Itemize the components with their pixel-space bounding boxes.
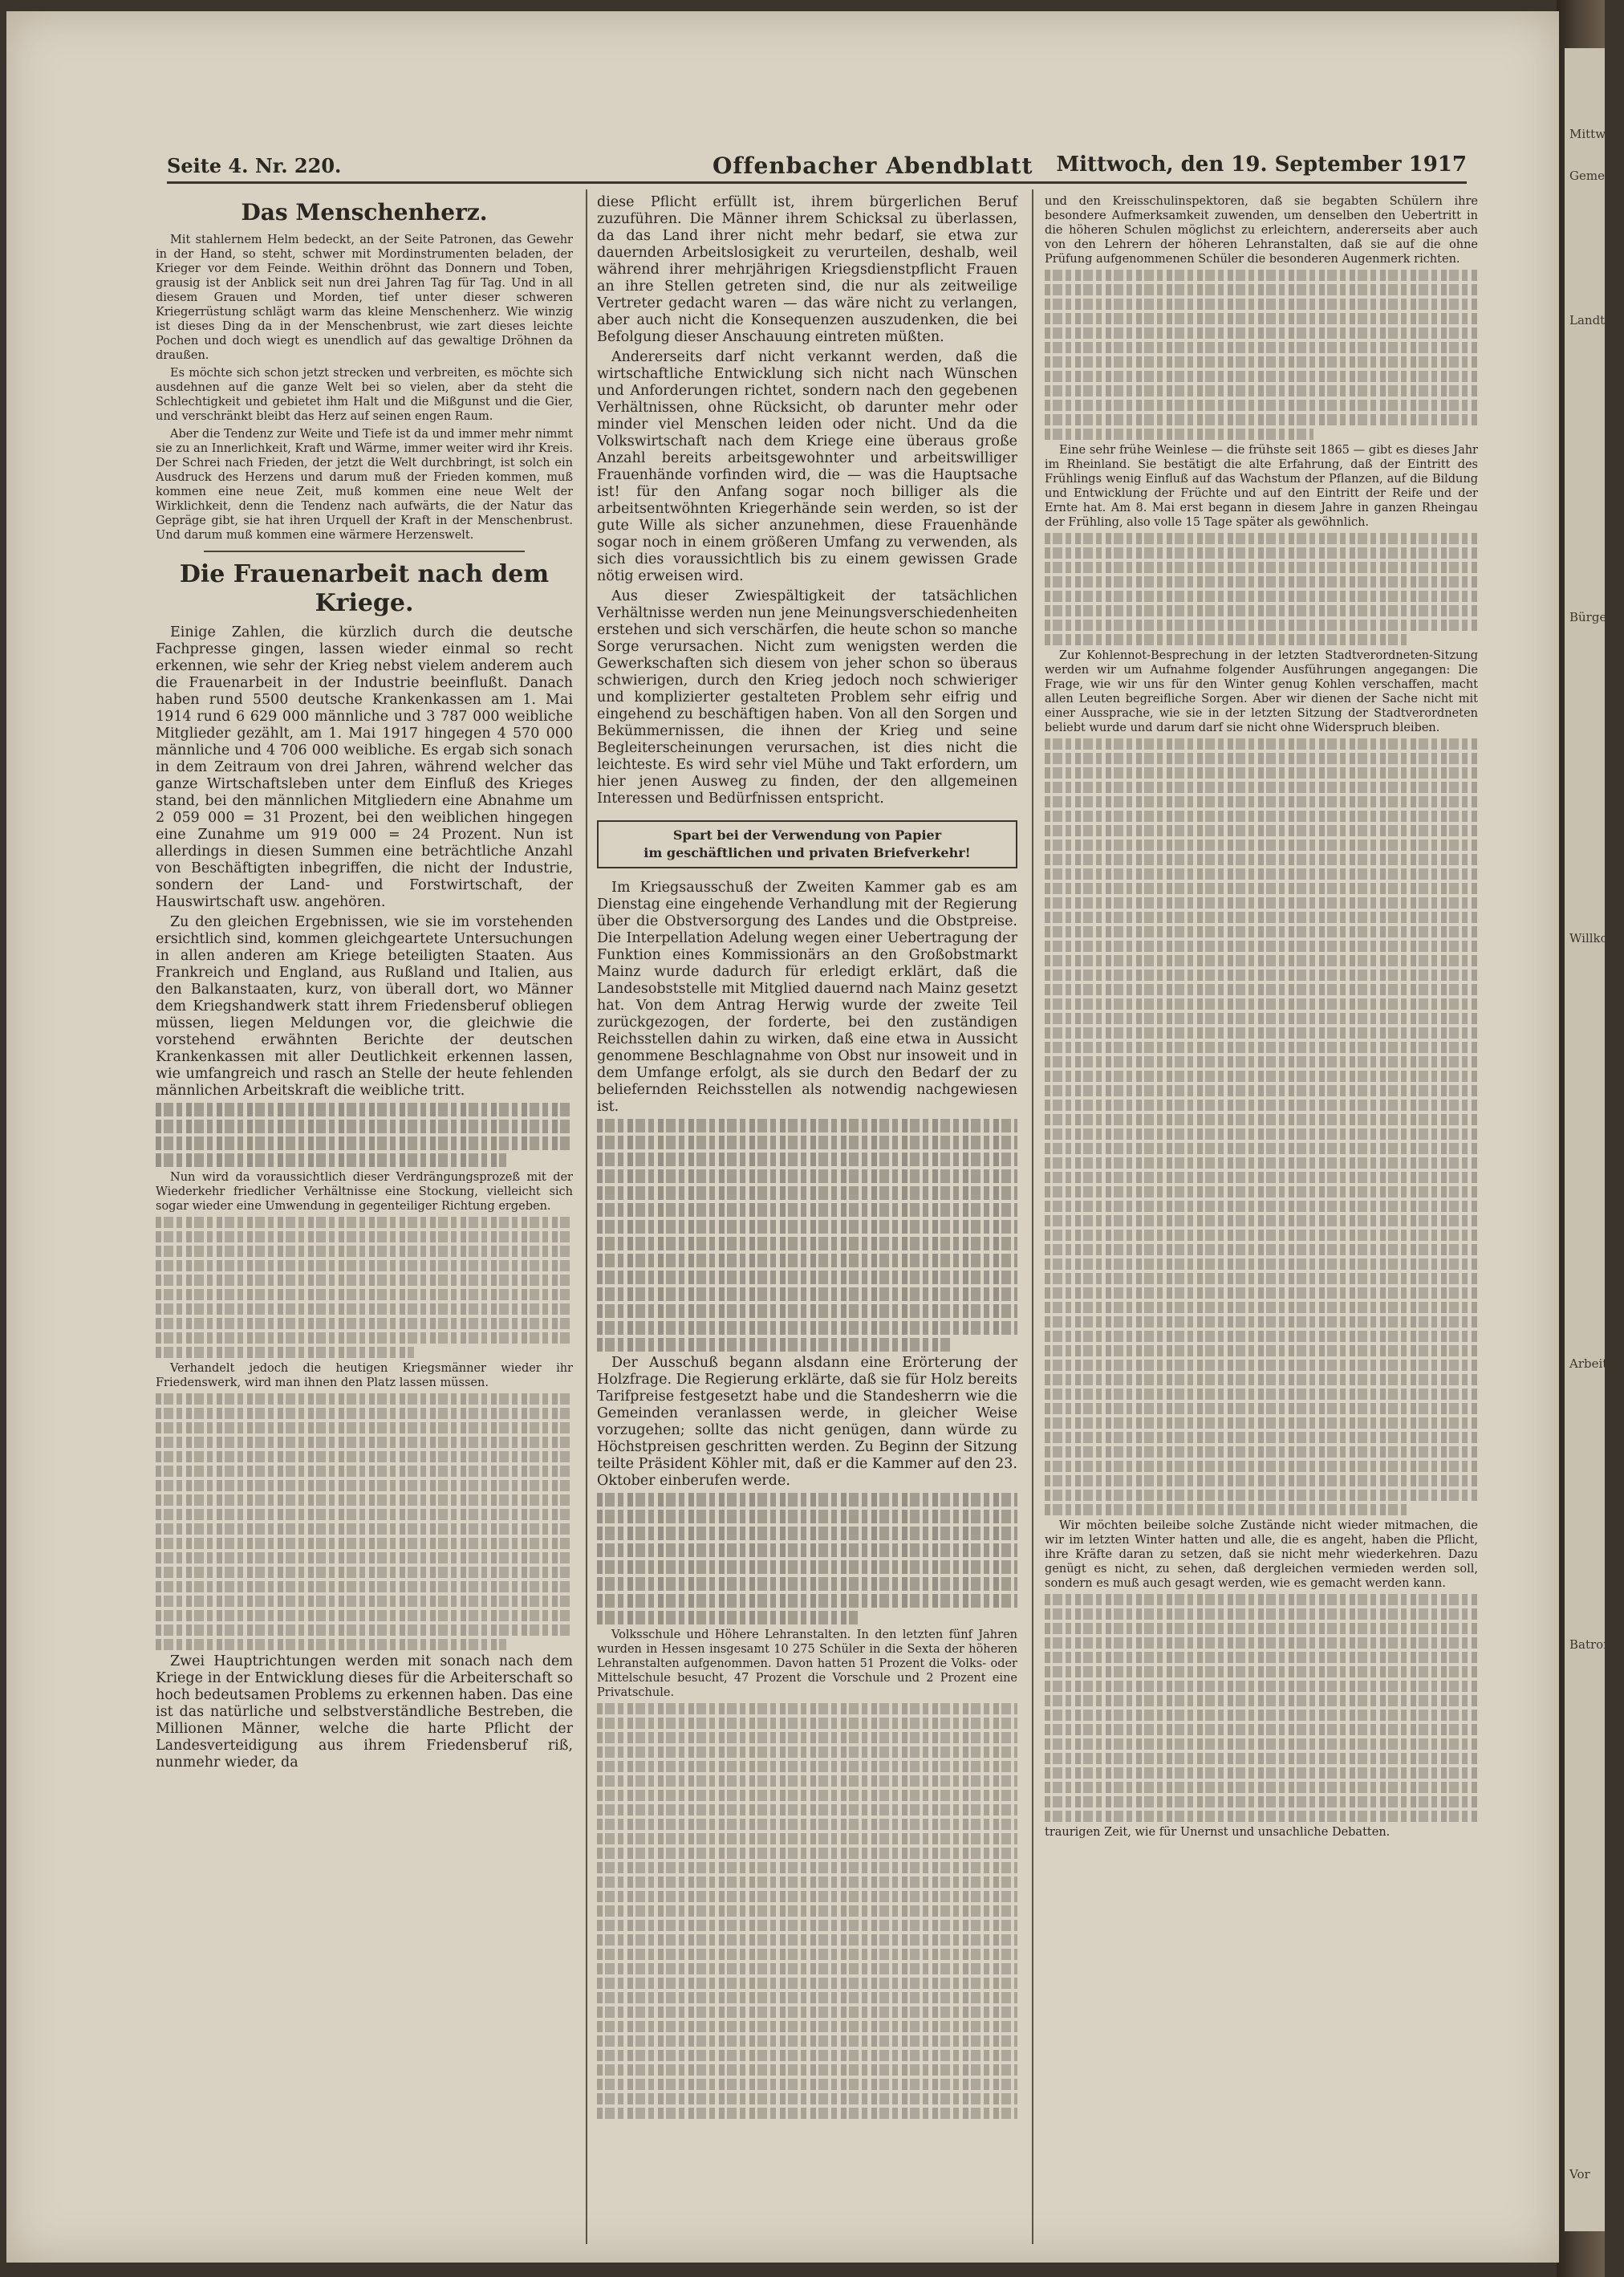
illegible-text-line	[1045, 840, 1478, 851]
newspaper-title: Offenbacher Abendblatt	[713, 152, 1033, 179]
notice-box	[597, 820, 1017, 868]
illegible-text-line	[1045, 547, 1478, 559]
illegible-text-line	[1045, 1490, 1478, 1501]
illegible-text-line	[156, 1393, 573, 1405]
illegible-text-line	[1045, 1027, 1478, 1039]
adjacent-page-edge	[1565, 48, 1624, 2231]
illegible-text-line	[156, 1596, 573, 1607]
illegible-text-line	[597, 1594, 1017, 1608]
article-paragraph: Im Kriegsausschuß der Zweiten Kammer gab es am Dienstag eine eingehende Verhandlung mit der Regierung über die Obstversorgung des Landes und die Obstpreise. Die Interpellation Adelung wegen einer Uebertragung der Funktion eines Kommissionärs an den Großobstmarkt Mainz wurde dadurch für erledigt erklärt, daß die Landesobststelle mit Mitglied dauernd nach Mainz gesetzt hat. Von dem Antrag Herwig wurde der zweite Teil zurückgezogen, der forderte, bei den zuständigen Reichsstellen dahin zu wirken, daß eine etwa in Aussicht genommene Beschlagnahme von Obst nur insoweit und in dem Umfange erfolgt, als sie durch den Bedarf der zu beliefernden Reichsstellen als notwendig nachgewiesen ist.	[597, 880, 1017, 1115]
illegible-text-line	[597, 1287, 1017, 1301]
illegible-text-line	[597, 1963, 1017, 1974]
illegible-text-line	[597, 2050, 1017, 2061]
illegible-text-line	[1045, 371, 1478, 382]
illegible-text-line	[1045, 634, 1409, 645]
article-paragraph: Wir möchten beileibe solche Zustände nicht wieder mitmachen, die wir im letzten Winter hatten und alle, die es angeht, haben die Pflicht, ihre Kräfte daran zu setzen, daß sie nicht mehr wiederkehren. Dazu genügt es nicht, zu sehen, daß dergleichen vermieden werden soll, sondern es muß auch gesagt werden, wie es gemacht werden kann.	[1045, 1519, 1478, 1590]
article-paragraph: Nun wird da voraussichtlich dieser Verdrängungsprozeß mit der Wiederkehr friedlicher Verhältnisse eine Stockung, vielleicht sich sogar wieder eine Umwendung in gegenteiliger Richtung ergeben.	[156, 1171, 573, 1213]
illegible-text-line	[1045, 1244, 1478, 1255]
illegible-text-line	[156, 1120, 573, 1133]
illegible-text-line	[1045, 1504, 1409, 1515]
illegible-text-line	[1045, 1273, 1478, 1284]
page-number: Seite 4. Nr. 220.	[167, 154, 342, 177]
illegible-text-line	[1045, 1666, 1478, 1677]
article-paragraph: diese Pflicht erfüllt ist, ihrem bürgerlichen Beruf zuzuführen. Die Männer ihrem Schicksal zu überlassen, da das Land ihrer nicht mehr bedarf, sie etwa zur dauernden Arbeitslosigkeit zu verurteilen, deshalb, weil während ihrer mehrjährigen Kriegsdienstpflicht Frauen an ihre Stellen getreten sind, die nur als zeitweilige Vertreter gedacht waren — das wäre nicht zu verlangen, aber auch nicht die Konsequenzen auszudenken, die bei Befolgung dieser Anschauung eintreten müßten.	[597, 194, 1017, 345]
illegible-text-line	[156, 1332, 573, 1344]
illegible-text-line	[597, 2108, 1017, 2119]
illegible-text-line	[597, 2064, 1017, 2076]
column-right	[1045, 194, 1478, 2233]
illegible-text-line	[1045, 1446, 1478, 1458]
illegible-text-line	[1045, 1042, 1478, 1053]
illegible-text-line	[597, 1237, 1017, 1250]
illegible-text-line	[1045, 1753, 1478, 1764]
article-paragraph: Verhandelt jedoch die heutigen Kriegsmänner wieder ihr Friedenswerk, wird man ihnen den Platz lassen müssen.	[156, 1362, 573, 1389]
illegible-text-line	[597, 1254, 1017, 1267]
illegible-text-line	[1045, 897, 1478, 909]
edge-text: Landtag	[1569, 313, 1620, 327]
illegible-text-line	[597, 1746, 1017, 1758]
illegible-text-line	[1045, 811, 1478, 822]
illegible-text-line	[1045, 1345, 1478, 1356]
illegible-text-line	[597, 1949, 1017, 1960]
illegible-text-line	[156, 1103, 573, 1116]
section-divider	[204, 551, 525, 552]
illegible-text-line	[1045, 1013, 1478, 1024]
edge-text: Batron	[1569, 1637, 1611, 1652]
illegible-text-line	[597, 1992, 1017, 2003]
illegible-text-line	[597, 1321, 1017, 1335]
illegible-text-line	[597, 1169, 1017, 1183]
illegible-text-line	[1045, 1594, 1478, 1605]
illegible-text-line	[156, 1217, 573, 1228]
illegible-text-line	[156, 1509, 573, 1520]
issue-date: Mittwoch, den 19. September 1917	[1056, 152, 1467, 177]
illegible-text-line	[597, 1220, 1017, 1234]
illegible-text-line	[1045, 883, 1478, 894]
illegible-text-line	[597, 1876, 1017, 1888]
illegible-text-line	[597, 1703, 1017, 1714]
illegible-text-line	[597, 2035, 1017, 2047]
illegible-text-line	[597, 1761, 1017, 1772]
edge-text: Bürger	[1569, 610, 1613, 624]
illegible-text-line	[597, 1819, 1017, 1830]
illegible-text-line	[1045, 1417, 1478, 1429]
illegible-text-line	[1045, 576, 1478, 588]
illegible-text-line	[1045, 385, 1478, 396]
illegible-text-line	[597, 1920, 1017, 1931]
illegible-text-line	[1045, 1710, 1478, 1721]
illegible-text-line	[1045, 1389, 1478, 1400]
illegible-text-line	[1045, 1302, 1478, 1313]
illegible-text-line	[1045, 1215, 1478, 1226]
illegible-text-line	[1045, 782, 1478, 793]
illegible-text-line	[1045, 1331, 1478, 1342]
illegible-text-line	[1045, 1374, 1478, 1385]
illegible-text-line	[597, 1833, 1017, 1844]
illegible-text-line	[1045, 1143, 1478, 1154]
article-paragraph: Einige Zahlen, die kürzlich durch die deutsche Fachpresse gingen, lassen wieder einmal so recht erkennen, wie sehr der Krieg nebst vielem anderem auch die Frauenarbeit in der Industrie beeinflußt. Danach haben rund 5500 deutsche Krankenkassen am 1. Mai 1914 rund 6 629 000 männliche und 3 787 000 weibliche Mitglieder gezählt, am 1. Mai 1917 hingegen 4 570 000 männliche und 4 706 000 weibliche. Es ergab sich sonach in dem Zeitraum von drei Jahren, während welcher das ganze Wirtschaftsleben unter dem Einfluß des Krieges stand, bei den männlichen Mitgliedern eine Abnahme um 2 059 000 = 31 Prozent, bei den weiblichen hingegen eine Zunahme um 919 000 = 24 Prozent. Nun ist allerdings in diesen Summen eine beträchtliche Anzahl von Beschäftigten inbegriffen, die nicht der Industrie, sondern der Land- und Forstwirtschaft, der Hauswirtschaft usw. angehören.	[156, 624, 573, 910]
illegible-text-line	[1045, 1316, 1478, 1328]
illegible-text-line	[156, 1480, 573, 1491]
illegible-text-line	[1045, 342, 1478, 353]
illegible-text-line	[1045, 825, 1478, 836]
illegible-text-line	[1045, 429, 1313, 440]
illegible-text-line	[156, 1136, 573, 1150]
illegible-text-line	[156, 1422, 573, 1433]
illegible-text-line	[1045, 356, 1478, 368]
illegible-text-line	[1045, 1172, 1478, 1183]
illegible-text-line	[1045, 868, 1478, 880]
illegible-text-line	[1045, 1056, 1478, 1067]
illegible-text-line	[597, 1543, 1017, 1557]
illegible-text-line	[597, 1493, 1017, 1506]
illegible-text-line	[1045, 591, 1478, 602]
illegible-text-line	[1045, 767, 1478, 779]
illegible-text-line	[156, 1303, 573, 1315]
illegible-text-line	[1045, 605, 1478, 616]
article-closing: traurigen Zeit, wie für Unernst und unsachliche Debatten.	[1045, 1826, 1391, 1839]
illegible-text-line	[597, 1136, 1017, 1149]
illegible-text-line	[1045, 270, 1478, 281]
illegible-text-line	[156, 1624, 573, 1636]
column-left	[156, 194, 573, 2233]
illegible-text-line	[1045, 941, 1478, 952]
illegible-text-line	[156, 1347, 414, 1358]
article-paragraph: Es möchte sich schon jetzt strecken und verbreiten, es möchte sich ausdehnen auf die ganze Welt bei so vielen, aber da steht die Schlechtigkeit und gebietet ihm Halt und die Mißgunst und die Gier, und verschränkt bleibt das Herz auf seinen engen Raum.	[156, 367, 573, 423]
illegible-text-line	[1045, 1724, 1478, 1735]
illegible-text-line	[597, 1891, 1017, 1902]
illegible-text-line	[1045, 1201, 1478, 1212]
illegible-text-line	[597, 1527, 1017, 1540]
illegible-text-line	[597, 2021, 1017, 2032]
illegible-text-line	[1045, 1623, 1478, 1634]
illegible-text-line	[1045, 1652, 1478, 1663]
illegible-text-line	[1045, 1475, 1478, 1486]
illegible-text-line	[1045, 1782, 1478, 1793]
illegible-text-line	[1045, 1608, 1478, 1620]
illegible-text-line	[1045, 562, 1478, 573]
edge-text: Mittw	[1569, 127, 1606, 141]
article-headline: Die Frauenarbeit nach dem Kriege.	[179, 560, 550, 617]
edge-text: Arbeiter	[1569, 1356, 1621, 1371]
illegible-text-line	[156, 1408, 573, 1419]
illegible-text-line	[1045, 753, 1478, 764]
illegible-text-line	[1045, 284, 1478, 295]
article-paragraph: Zu den gleichen Ergebnissen, wie sie im vorstehenden ersichtlich sind, kommen gleichgeartete Untersuchungen in allen anderen am Kriege beteiligten Staaten. Aus Frankreich und England, aus Rußland und Italien, aus den Balkanstaaten, kurz, von überall dort, wo Männer dem Kriegshandwerk statt ihrem Friedensberuf obliegen müssen, liegen Meldungen vor, die gleichwie die vorstehend erwähnten Berichte der deutschen Krankenkassen mit aller Deutlichkeit erkennen lassen, wie umfangreich und rasch an Stelle der heute fehlenden männlichen Arbeitskraft die weibliche tritt.	[156, 914, 573, 1099]
illegible-text-line	[597, 1611, 858, 1624]
article-paragraph: Der Ausschuß begann alsdann eine Erörterung der Holzfrage. Die Regierung erklärte, daß sie für Holz bereits Tarifpreise festgesetzt habe und die Standesherrn wie die Gemeinden veranlassen werde, in gleicher Weise vorzugehen; sollte das nicht genügen, dann würde zu Höchstpreisen geschritten werden. Zu Beginn der Sitzung teilte Präsident Köhler mit, daß er die Kammer auf den 23. Oktober einberufen werde.	[597, 1355, 1017, 1489]
illegible-text-line	[1045, 1432, 1478, 1443]
page-header	[167, 149, 1467, 184]
edge-text: Willkom	[1569, 931, 1619, 945]
illegible-text-line	[597, 1934, 1017, 1946]
illegible-text-line	[597, 1577, 1017, 1591]
illegible-text-line	[597, 1186, 1017, 1200]
illegible-text-line	[156, 1289, 573, 1300]
illegible-text-line	[597, 1862, 1017, 1873]
illegible-text-line	[1045, 1767, 1478, 1779]
illegible-text-line	[1045, 1186, 1478, 1197]
illegible-text-line	[156, 1581, 573, 1592]
illegible-text-line	[156, 1451, 573, 1462]
illegible-text-line	[1045, 1695, 1478, 1706]
illegible-text-line	[1045, 1811, 1478, 1822]
illegible-text-line	[1045, 1128, 1478, 1140]
article-paragraph: Aus dieser Zwiespältigkeit der tatsächlichen Verhältnisse werden nun jene Meinungsverschiedenheiten erstehen und sich verschärfen, die heute schon so manche Sorge verursachen. Nicht zum wenigsten werden die Gewerkschaften sich diesem von jeher schon so überaus schwierigen, durch den Krieg jedoch noch schwieriger und komplizierter gestalteten Problem sehr eifrig und eingehend zu beschäftigen haben. Von all den Sorgen und Bekümmernissen, die ihnen der Krieg und seine Begleiterscheinungen verursachen, ist dies nicht die leichteste. Es wird sehr viel Mühe und Takt erfordern, um hier jenen Ausweg zu finden, der den allgemeinen Interessen und Bedürfnissen entspricht.	[597, 588, 1017, 807]
illegible-text-line	[1045, 1738, 1478, 1750]
illegible-text-line	[597, 1119, 1017, 1132]
illegible-text-line	[156, 1466, 573, 1477]
article-paragraph: Eine sehr frühe Weinlese — die frühste seit 1865 — gibt es dieses Jahr im Rheinland. Sie bestätigt die alte Erfahrung, daß der Eintritt des Frühlings wenig Einfluß auf das Wachstum der Pflanzen, auf die Bildung und Entwicklung der Früchte und auf den Eintritt der Reife und der Ernte hat. Am 8. Mai erst begann in diesem Jahre in ganzen Rheingau der Frühling, also volle 15 Tage später als gewöhnlich.	[1045, 444, 1478, 529]
illegible-text-line	[1045, 1637, 1478, 1649]
article-headline: Das Menschenherz.	[241, 199, 488, 226]
illegible-text-line	[156, 1318, 573, 1329]
notice-line: im geschäftlichen und privaten Briefverkehr!	[644, 845, 971, 860]
illegible-text-line	[1045, 1403, 1478, 1414]
article-paragraph: Mit stahlernem Helm bedeckt, an der Seite Patronen, das Gewehr in der Hand, so steht, schwer mit Mordinstrumenten beladen, der Krieger vor dem Feinde. Weithin dröhnt das Donnern und Toben, grausig ist der Anblick seit nun drei Jahren Tag für Tag. Und in all diesem Grauen und Morden, tief unter dieser schweren Kriegerrüstung schlägt warm das kleine Menschenherz. Wie winzig ist dieses Ding da in der Menschenbrust, wie zart dieses leichte Pochen und doch wiegt es unendlich auf das gewaltige Dröhnen da draußen.	[156, 234, 573, 362]
article-paragraph: Volksschule und Höhere Lehranstalten. In den letzten fünf Jahren wurden in Hessen insgesamt 10 275 Schüler in die Sexta der höheren Lehranstalten aufgenommen. Davon hatten 51 Prozent die Volks- oder Mittelschule besucht, 47 Prozent die Vorschule und 2 Prozent eine Privatschule.	[597, 1628, 1017, 1699]
column-rule	[586, 189, 587, 2244]
illegible-text-line	[1045, 1114, 1478, 1125]
illegible-text-line	[156, 1523, 573, 1535]
illegible-text-line	[597, 1804, 1017, 1816]
illegible-text-line	[1045, 400, 1478, 411]
illegible-text-line	[156, 1538, 573, 1549]
illegible-text-line	[1045, 1796, 1478, 1807]
illegible-text-line	[597, 1905, 1017, 1917]
illegible-text-line	[1045, 533, 1478, 544]
illegible-text-line	[597, 1153, 1017, 1166]
newspaper-page	[6, 11, 1559, 2263]
illegible-text-line	[1045, 620, 1478, 631]
illegible-text-line	[1045, 299, 1478, 310]
illegible-text-line	[597, 2079, 1017, 2090]
illegible-text-line	[597, 1510, 1017, 1523]
illegible-text-line	[1045, 1287, 1478, 1299]
article-paragraph: und den Kreisschulinspektoren, daß sie begabten Schülern ihre besondere Aufmerksamkeit zuwenden, um denselben den Uebertritt in die höheren Schulen möglichst zu erleichtern, andererseits aber auch von den Lehrern der höheren Lehranstalten, daß sie auf die ohne Prüfung aufgenommenen Schüler die besonderen Augenmerk richten.	[1045, 195, 1478, 266]
illegible-text-line	[156, 1275, 573, 1286]
illegible-text-line	[1045, 1681, 1478, 1692]
illegible-text-line	[597, 2007, 1017, 2018]
illegible-text-line	[1045, 998, 1478, 1010]
illegible-text-line	[597, 1560, 1017, 1574]
article-paragraph: Andererseits darf nicht verkannt werden, daß die wirtschaftliche Entwicklung sich nicht nach Wünschen und Anforderungen richtet, sondern nach den gegebenen Verhältnissen, ohne Rücksicht, ob darunter mehr oder minder viel Menschen leiden oder nicht. Und da die Volkswirtschaft nach dem Kriege eine überaus große Anzahl bereits arbeitsgewohnter und arbeitswilliger Frauenhände vorfinden wird, die — was die Hauptsache ist! für den Anfang sogar noch billiger als die arbeitsentwöhnten Kriegerhände sein werden, so ist der gute Wille als sicher anzunehmen, diese Frauenhände sogar noch in einem größeren Umfang zu verwenden, als sich dies voraussichtlich bis zu einem gewissen Grade nötig erweisen wird.	[597, 349, 1017, 584]
illegible-text-line	[1045, 1071, 1478, 1082]
illegible-text-line	[597, 1790, 1017, 1801]
illegible-text-line	[1045, 912, 1478, 923]
illegible-text-line	[1045, 1461, 1478, 1472]
edge-text: Vor	[1569, 2167, 1590, 2181]
illegible-text-line	[156, 1639, 506, 1650]
article-paragraph: Zwei Hauptrichtungen werden mit sonach nach dem Kriege in der Entwicklung dieses für die Arbeiterschaft so hoch bedeutsamen Problems zu erkennen haben. Das eine ist das natürliche und selbstverständliche Bestreben, die Millionen Männer, welche die harte Pflicht der Landesverteidigung aus ihrem Friedensberuf riß, nunmehr wieder, da	[156, 1653, 573, 1771]
illegible-text-line	[597, 1732, 1017, 1743]
illegible-text-line	[597, 1848, 1017, 1859]
illegible-text-line	[1045, 738, 1478, 750]
illegible-text-line	[1045, 1230, 1478, 1241]
illegible-text-line	[1045, 1360, 1478, 1371]
column-middle	[597, 194, 1017, 2233]
illegible-text-line	[597, 1718, 1017, 1729]
illegible-text-line	[1045, 414, 1478, 425]
article-paragraph: Aber die Tendenz zur Weite und Tiefe ist da und immer mehr nimmt sie zu an Innerlichkeit, Kraft und Wärme, immer weiter wird ihr Kreis. Der Schrei nach Frieden, der jetzt die Welt durchbringt, ist solch ein Ausdruck des Herzens und darum muß der Frieden kommen, muß kommen eine neue Zeit, muß kommen eine neue Welt der Wirklichkeit, denn die Tendenz nach aufwärts, die der Natur das Gepräge gibt, sie hat ihren Urquell der Kraft in der Menschenbrust. Und darum muß kommen eine wärmere Herzenswelt.	[156, 428, 573, 542]
illegible-text-line	[597, 1978, 1017, 1989]
illegible-text-line	[1045, 1085, 1478, 1096]
illegible-text-line	[1045, 1157, 1478, 1169]
illegible-text-line	[156, 1494, 573, 1506]
illegible-text-line	[156, 1153, 506, 1167]
illegible-text-line	[1045, 1100, 1478, 1111]
column-rule	[1032, 189, 1033, 2244]
illegible-text-line	[597, 1203, 1017, 1217]
illegible-text-line	[597, 1271, 1017, 1284]
illegible-text-line	[156, 1610, 573, 1621]
illegible-text-line	[597, 1338, 950, 1352]
illegible-text-line	[1045, 955, 1478, 966]
illegible-text-line	[597, 1775, 1017, 1787]
edge-text: Gemeind	[1569, 169, 1624, 183]
illegible-text-line	[156, 1231, 573, 1242]
illegible-text-line	[156, 1552, 573, 1563]
illegible-text-line	[597, 1304, 1017, 1318]
illegible-text-line	[1045, 327, 1478, 339]
illegible-text-line	[1045, 926, 1478, 937]
illegible-text-line	[1045, 984, 1478, 995]
illegible-text-line	[156, 1246, 573, 1257]
illegible-text-line	[1045, 313, 1478, 324]
illegible-text-line	[1045, 796, 1478, 807]
article-paragraph: Zur Kohlennot-Besprechung in der letzten Stadtverordneten-Sitzung werden wir um Aufnahme folgender Ausführungen angegangen: Die Frage, wie wir uns für den Winter genug Kohlen verschaffen, macht allen Leuten begreifliche Sorgen. Aber wir dienen der Sache nicht mit einer Aussprache, wie sie in der letzten Sitzung der Stadtverordneten beliebt wurde und darum darf sie nicht ohne Widerspruch bleiben.	[1045, 649, 1478, 734]
illegible-text-line	[597, 2093, 1017, 2104]
illegible-text-line	[1045, 970, 1478, 981]
illegible-text-line	[156, 1567, 573, 1578]
illegible-text-line	[1045, 1258, 1478, 1270]
illegible-text-line	[156, 1260, 573, 1271]
notice-line: Spart bei der Verwendung von Papier	[672, 827, 942, 843]
illegible-text-line	[156, 1437, 573, 1448]
illegible-text-line	[1045, 854, 1478, 865]
